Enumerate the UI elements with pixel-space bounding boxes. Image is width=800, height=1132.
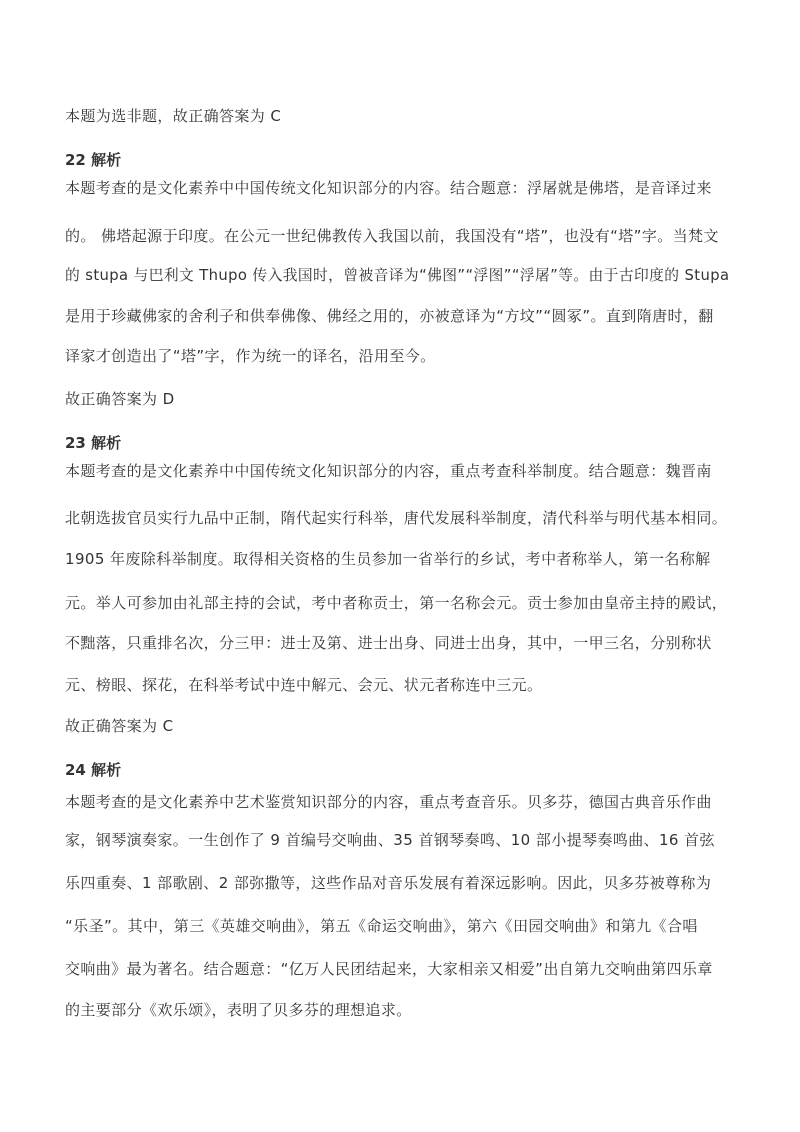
paragraph-line: 本题考查的是文化素养中中国传统文化知识部分的内容，重点考查科举制度。结合题意：魏晋南 <box>65 462 712 480</box>
paragraph-line: 的。 佛塔起源于印度。在公元一世纪佛教传入我国以前，我国没有“塔”，也没有“塔”字。当梵文 <box>65 227 719 245</box>
paragraph-line: 乐四重奏、1 部歌剧、2 部弥撒等，这些作品对音乐发展有着深远影响。因此，贝多芬被尊称为 <box>65 874 712 892</box>
paragraph-line: 译家才创造出了“塔”字，作为统一的译名，沿用至今。 <box>65 347 436 365</box>
paragraph-line: 家，钢琴演奏家。一生创作了 9 首编号交响曲、35 首钢琴奏鸣、10 部小提琴奏鸣曲、16 首弦 <box>65 831 715 849</box>
paragraph-line: 的主要部分《欢乐颂》，表明了贝多芬的理想追求。 <box>65 1001 412 1019</box>
paragraph-line: 北朝选拔官员实行九品中正制，隋代起实行科举，唐代发展科举制度，清代科举与明代基本相同。 <box>65 509 728 527</box>
answer-line-23: 故正确答案为 C <box>65 717 174 735</box>
answer-line-21: 本题为选非题，故正确答案为 C <box>65 107 282 125</box>
paragraph-line: 元、榜眼、探花，在科举考试中连中解元、会元、状元者称连中三元。 <box>65 676 543 694</box>
paragraph-line: 本题考查的是文化素养中中国传统文化知识部分的内容。结合题意：浮屠就是佛塔，是音译过来 <box>65 179 712 197</box>
paragraph-line: 本题考查的是文化素养中艺术鉴赏知识部分的内容，重点考查音乐。贝多芬，德国古典音乐作曲 <box>65 793 712 811</box>
paragraph-line: 是用于珍藏佛家的舍利子和供奉佛像、佛经之用的，亦被意译为“方坟”“圆冢”。直到隋唐时，翻 <box>65 307 714 325</box>
paragraph-line: 1905 年废除科举制度。取得相关资格的生员参加一省举行的乡试，考中者称举人，第一名称解 <box>65 550 711 568</box>
heading-22: 22 解析 <box>65 151 122 169</box>
paragraph-line: 交响曲》最为著名。结合题意：“亿万人民团结起来，大家相亲又相爱”出自第九交响曲第四乐章 <box>65 960 713 978</box>
paragraph-line: 不黜落，只重排名次，分三甲：进士及第、进士出身、同进士出身，其中，一甲三名，分别称状 <box>65 634 712 652</box>
paragraph-line: 元。举人可参加由礼部主持的会试，考中者称贡士，第一名称会元。贡士参加由皇帝主持的殿试， <box>65 594 728 612</box>
paragraph-line: 的 stupa 与巴利文 Thupo 传入我国时，曾被音译为“佛图”“浮图”“浮屠”等。由于古印度的 Stupa <box>65 267 730 284</box>
answer-line-22: 故正确答案为 D <box>65 390 175 408</box>
paragraph-line: “乐圣”。其中，第三《英雄交响曲》，第五《命运交响曲》，第六《田园交响曲》和第九《合唱 <box>65 917 698 935</box>
heading-23: 23 解析 <box>65 434 122 452</box>
heading-24: 24 解析 <box>65 761 122 779</box>
